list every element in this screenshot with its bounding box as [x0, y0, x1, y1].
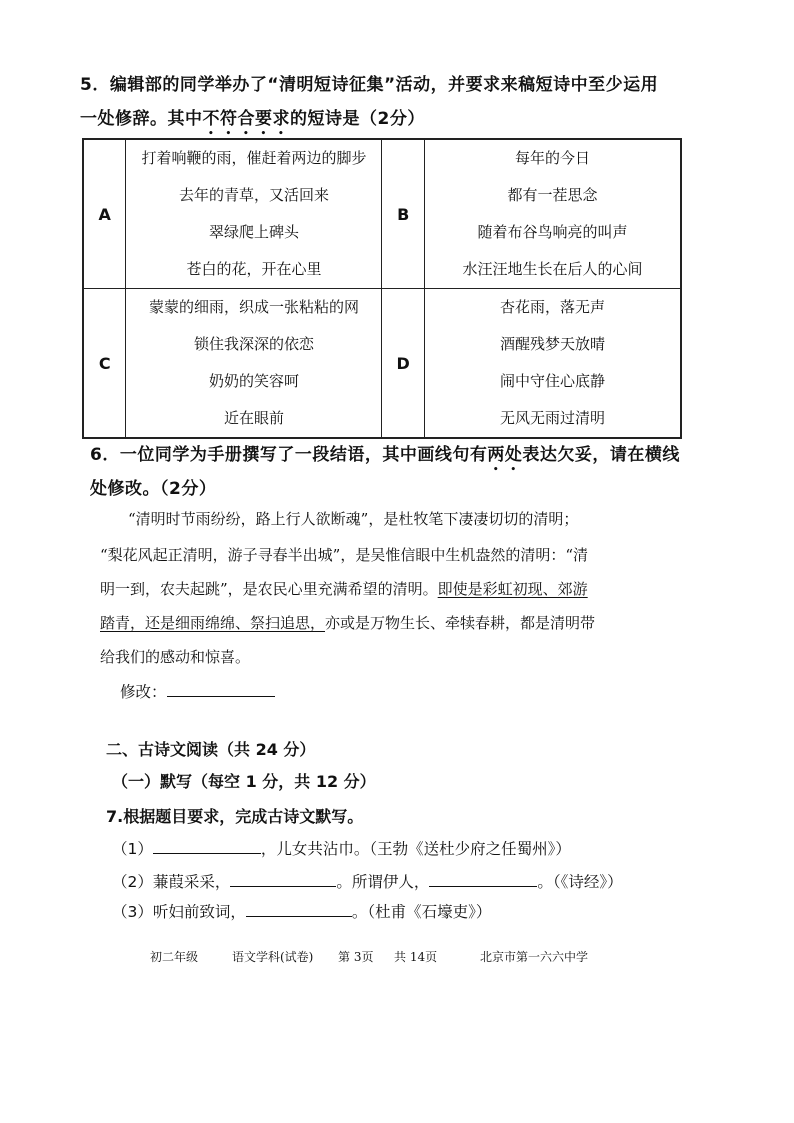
- poem-line: 近在眼前: [223, 409, 284, 427]
- footer-school: 北京市第一六六中学: [480, 950, 589, 964]
- q5-line2: [80, 104, 425, 139]
- poem-options-table: [82, 138, 682, 439]
- q7-item2-blank2[interactable]: [429, 885, 537, 887]
- q6-fix-label: 修改：: [120, 683, 167, 701]
- poem-line: 都有一茬思念: [507, 186, 598, 204]
- q6-line1: [90, 440, 680, 475]
- poem-line: 去年的青草，又活回来: [178, 186, 329, 204]
- poem-a: [126, 139, 382, 289]
- q7-instruction: 7.根据题目要求，完成古诗文默写。: [106, 807, 364, 826]
- q7-item2-text-b: 。所谓伊人，: [336, 873, 430, 891]
- q7-item2-blank1[interactable]: [230, 885, 336, 887]
- poem-line: 闹中守住心底静: [499, 372, 605, 390]
- q6-paragraph-line4: [100, 612, 595, 633]
- q6-emphasis: 两处: [487, 445, 523, 465]
- poem-line: 奶奶的笑容呵: [208, 372, 299, 390]
- q5-line2-a: 一处修辞。其中: [80, 109, 203, 129]
- q7-item2-text-a: （2）蒹葭采采，: [112, 873, 231, 891]
- q6-paragraph-line5: 给我们的感动和惊喜。: [100, 648, 251, 666]
- footer-grade: 初二年级: [150, 950, 199, 964]
- poem-line: 蒙蒙的细雨，织成一张粘粘的网: [148, 298, 359, 316]
- poem-line: 无风无雨过清明: [499, 409, 605, 427]
- q6-line1-a: 6．一位同学为手册撰写了一段结语，其中画线句有: [90, 445, 488, 465]
- table-row: [83, 289, 681, 439]
- poem-line: 锁住我深深的依恋: [193, 335, 314, 353]
- q6-fix-row: [120, 680, 275, 702]
- q7-item2-text-c: 。（《诗经》）: [537, 873, 623, 891]
- q6-p4-b: 亦或是万物生长、牵犊春耕，都是清明带: [325, 614, 596, 632]
- q7-item1-blank[interactable]: [153, 852, 261, 854]
- q6-p3-a: 明一到，农夫起跳”，是农民心里充满希望的清明。: [100, 580, 438, 598]
- q6-underlined-sentence-part1: 即使是彩虹初现、郊游: [437, 580, 588, 598]
- footer-subject: 语文学科(试卷): [232, 950, 314, 964]
- q5-emphasis: 不符合要求: [202, 109, 290, 129]
- q7-item3: [112, 900, 491, 922]
- q6-paragraph-line2: “梨花风起正清明，游子寻春半出城”，是吴惟信眼中生机盎然的清明：“清: [100, 546, 589, 564]
- poem-line: 苍白的花，开在心里: [186, 260, 322, 278]
- poem-b: [424, 139, 681, 289]
- q7-item1-text: ，儿女共沾巾。（王勃《送杜少府之任蜀州》）: [260, 840, 571, 858]
- option-label-d: D: [382, 289, 424, 439]
- option-label-b: B: [382, 139, 424, 289]
- q5-line2-b: 的短诗是（2分）: [290, 109, 425, 129]
- q6-paragraph-line3: [100, 578, 588, 599]
- poem-d: [424, 289, 681, 439]
- q6-underlined-sentence-part2: 踏青，还是细雨绵绵、祭扫追思，: [100, 614, 326, 632]
- poem-c: [126, 289, 382, 439]
- poem-line: 杏花雨，落无声: [499, 298, 605, 316]
- poem-line: 打着响鞭的雨，催赶着两边的脚步: [141, 149, 367, 167]
- footer-page: 第 3页: [338, 950, 374, 964]
- poem-line: 水汪汪地生长在后人的心间: [462, 260, 643, 278]
- q6-fix-blank[interactable]: [167, 695, 275, 697]
- poem-line: 翠绿爬上碑头: [208, 223, 299, 241]
- q7-item3-blank[interactable]: [246, 915, 352, 917]
- q5-line1: 5．编辑部的同学举办了“清明短诗征集”活动，并要求来稿短诗中至少运用: [80, 75, 659, 95]
- q6-line2: 处修改。（2分）: [90, 479, 217, 499]
- q7-item3-text-a: （3）听妇前致词，: [112, 903, 246, 921]
- q7-item3-text-b: 。（杜甫《石壕吏》）: [351, 903, 492, 921]
- q7-item1-num: （1）: [112, 840, 153, 858]
- q6-line1-b: 表达欠妥，请在横线: [522, 445, 680, 465]
- footer-total: 共 14页: [394, 950, 438, 964]
- section2-title: 二、古诗文阅读（共 24 分）: [106, 740, 316, 759]
- section2-subtitle: （一）默写（每空 1 分，共 12 分）: [112, 772, 376, 791]
- poem-line: 随着布谷鸟响亮的叫声: [477, 223, 628, 241]
- q7-item1: [112, 837, 571, 859]
- poem-line: 每年的今日: [514, 149, 590, 167]
- q7-item2: [112, 870, 623, 892]
- table-row: [83, 139, 681, 289]
- option-label-a: A: [83, 139, 126, 289]
- option-label-c: C: [83, 289, 126, 439]
- poem-line: 酒醒残梦天放晴: [499, 335, 605, 353]
- q6-paragraph-line1: “清明时节雨纷纷，路上行人欲断魂”，是杜牧笔下凄凄切切的清明；: [128, 510, 579, 528]
